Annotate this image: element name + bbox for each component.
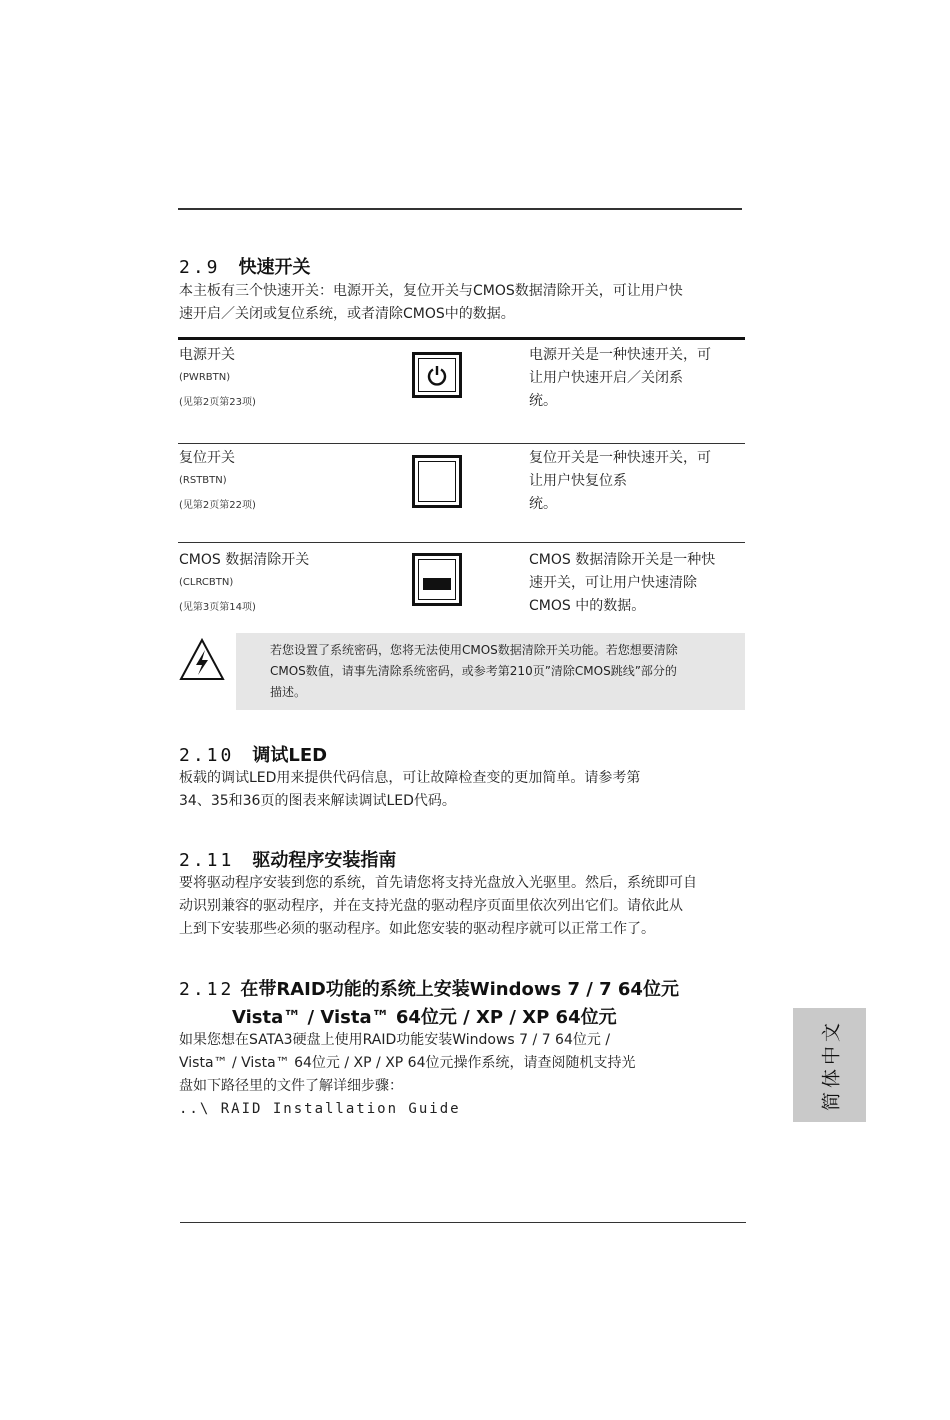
power-icon [412, 352, 462, 398]
language-side-tab [793, 1008, 866, 1122]
section-2-9-intro [179, 280, 683, 326]
table-top-rule [178, 337, 745, 340]
switch-code: (PWRBTN) [179, 372, 231, 383]
switch-name: 电源开关 [179, 347, 235, 363]
paragraph-line: 要将驱动程序安装到您的系统，首先请您将支持光盘放入光驱里。然后，系统即可自 [179, 875, 697, 891]
switch-row-power [179, 344, 256, 408]
section-title-line-2: Vista™ / Vista™ 64位元 / XP / XP 64位元 [232, 1007, 617, 1028]
paragraph-line: 速开启／关闭或复位系统，或者清除CMOS中的数据。 [179, 306, 515, 322]
note-line: 若您设置了系统密码，您将无法使用CMOS数据清除开关功能。若您想要清除 [270, 643, 678, 657]
paragraph-line: Vista™ / Vista™ 64位元 / XP / XP 64位元操作系统，请查阅随机支持光 [179, 1055, 636, 1071]
power-symbol [426, 364, 448, 386]
section-2-11-body [179, 872, 697, 941]
description-line: CMOS 中的数据。 [529, 598, 646, 614]
switch-ref: (见第2页第23项) [179, 397, 256, 408]
clear-cmos-bar [423, 578, 451, 590]
note-line: CMOS数值，请事先清除系统密码，或参考第210页”清除CMOS跳线”部分的 [270, 664, 677, 678]
switch-description-clear-cmos [529, 549, 715, 618]
switch-code: (RSTBTN) [179, 475, 227, 486]
file-path: ..\ RAID Installation Guide [179, 1101, 461, 1117]
section-2-12-heading-cont [232, 1003, 617, 1029]
section-title: 驱动程序安装指南 [252, 850, 397, 871]
paragraph-line: 板载的调试LED用来提供代码信息，可让故障检查变的更加简单。请参考第 [179, 770, 641, 786]
switch-name: 复位开关 [179, 450, 235, 466]
description-line: CMOS 数据清除开关是一种快 [529, 552, 716, 568]
switch-name: CMOS 数据清除开关 [179, 552, 310, 568]
paragraph-line: 盘如下路径里的文件了解详细步骤： [179, 1078, 403, 1094]
clear-cmos-button-icon [412, 553, 462, 606]
switch-ref: (见第3页第14项) [179, 602, 256, 613]
section-number: 2.12 [179, 979, 235, 1000]
note-text [270, 640, 678, 703]
section-title: 调试LED [252, 745, 328, 766]
switch-ref: (见第2页第22项) [179, 500, 256, 511]
paragraph-line: 本主板有三个快速开关：电源开关，复位开关与CMOS数据清除开关，可让用户快 [179, 283, 683, 299]
description-line: 复位开关是一种快速开关，可 [529, 450, 711, 466]
paragraph-line: 上到下安装那些必须的驱动程序。如此您安装的驱动程序就可以正常工作了。 [179, 921, 655, 937]
paragraph-line: 如果您想在SATA3硬盘上使用RAID功能安装Windows 7 / 7 64位元 / [179, 1032, 611, 1048]
section-title: 快速开关 [238, 257, 311, 278]
section-number: 2.10 [179, 745, 235, 766]
description-line: 让用户快复位系 [529, 473, 627, 489]
section-title-line-1: 在带RAID功能的系统上安装Windows 7 / 7 64位元 [240, 979, 679, 1000]
reset-icon-frame [418, 461, 456, 502]
switch-description-reset [529, 447, 711, 516]
switch-code: (CLRCBTN) [179, 577, 234, 588]
row-divider [178, 443, 745, 444]
description-line: 电源开关是一种快速开关，可 [529, 347, 711, 363]
section-2-11-heading [179, 846, 396, 872]
description-line: 统。 [529, 496, 557, 512]
footer-rule [180, 1222, 746, 1223]
switch-row-clear-cmos [179, 549, 309, 613]
description-line: 统。 [529, 393, 557, 409]
section-2-10-body [179, 767, 640, 813]
row-divider [178, 542, 745, 543]
language-label: 简体中文 [820, 1018, 842, 1112]
paragraph-line: 动识别兼容的驱动程序，并在支持光盘的驱动程序页面里依次列出它们。请依此从 [179, 898, 683, 914]
switch-description-power [529, 344, 711, 413]
reset-button-icon [412, 455, 462, 508]
section-number: 2.9 [179, 257, 221, 278]
section-2-10-heading [179, 741, 327, 767]
note-line: 描述。 [270, 685, 307, 699]
section-2-12-body [179, 1029, 636, 1121]
description-line: 让用户快速开启／关闭系 [529, 370, 683, 386]
section-number: 2.11 [179, 850, 235, 871]
section-2-9-heading [179, 253, 311, 279]
paragraph-line: 34、35和36页的图表来解读调试LED代码。 [179, 793, 456, 809]
section-2-12-heading [179, 975, 679, 1001]
description-line: 速开关，可让用户快速清除 [529, 575, 697, 591]
header-rule [178, 208, 742, 210]
switch-row-reset [179, 447, 256, 511]
warning-lightning-icon [178, 637, 226, 683]
